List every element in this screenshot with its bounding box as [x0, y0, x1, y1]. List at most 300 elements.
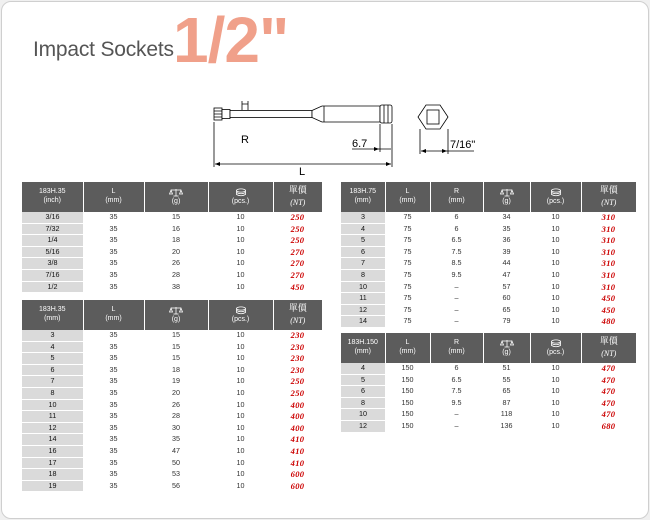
table-row — [341, 363, 636, 374]
value-cell: 35 — [83, 469, 144, 481]
value-cell: 75 — [385, 246, 430, 258]
value-cell: 6 — [430, 363, 483, 374]
size-cell: 10 — [22, 399, 83, 411]
value-cell: – — [430, 316, 483, 328]
size-cell: 14 — [22, 434, 83, 446]
value-cell: 35 — [83, 364, 144, 376]
value-cell: 75 — [385, 304, 430, 316]
price-cell: 250 — [273, 387, 322, 399]
table-row — [341, 316, 636, 328]
value-cell: 10 — [208, 364, 273, 376]
size-cell: 1/2 — [22, 281, 83, 293]
value-cell: 35 — [83, 281, 144, 293]
value-cell: 79 — [483, 316, 530, 328]
value-cell: 35 — [83, 434, 144, 446]
table-row — [22, 341, 322, 353]
value-cell: 60 — [483, 293, 530, 305]
column-header — [83, 182, 144, 212]
table-row — [341, 223, 636, 235]
column-header-label: (mm) — [354, 197, 371, 204]
value-cell: 16 — [144, 223, 208, 235]
box-stack-icon — [550, 339, 562, 348]
value-cell: 38 — [144, 281, 208, 293]
price-cell: 470 — [581, 374, 636, 386]
size-cell: 5 — [341, 374, 385, 386]
column-header-label: (mm) — [448, 197, 465, 204]
column-header — [273, 300, 322, 330]
value-cell: 10 — [530, 246, 581, 258]
price-cell: 310 — [581, 258, 636, 270]
table-row — [22, 364, 322, 376]
value-cell: 6.5 — [430, 235, 483, 247]
value-cell: 75 — [385, 235, 430, 247]
spec-table-183h150-mm — [341, 333, 636, 433]
column-header — [385, 333, 430, 363]
size-cell: 3/8 — [22, 258, 83, 270]
box-stack-icon — [235, 306, 247, 315]
value-cell: 35 — [83, 376, 144, 388]
column-header-label: (g) — [171, 315, 181, 323]
column-header-label: (g) — [171, 197, 181, 205]
value-cell: 18 — [144, 364, 208, 376]
table-row — [22, 387, 322, 399]
value-cell: 19 — [144, 376, 208, 388]
price-cell: 470 — [581, 386, 636, 398]
value-cell: 136 — [483, 420, 530, 432]
value-cell: 15 — [144, 330, 208, 341]
value-cell: 18 — [144, 235, 208, 247]
price-cell: 480 — [581, 316, 636, 328]
size-cell: 1/4 — [22, 235, 83, 247]
price-cell: 410 — [273, 434, 322, 446]
size-cell: 7 — [22, 376, 83, 388]
value-cell: 75 — [385, 258, 430, 270]
value-cell: 75 — [385, 223, 430, 235]
column-header-label: L — [405, 188, 410, 196]
value-cell: 10 — [208, 434, 273, 446]
column-header-label: (g) — [502, 197, 511, 205]
value-cell: 10 — [208, 246, 273, 258]
value-cell: 10 — [208, 387, 273, 399]
value-cell: – — [430, 409, 483, 421]
value-cell: 87 — [483, 397, 530, 409]
column-header-label: (pcs.) — [546, 197, 565, 205]
value-cell: – — [430, 420, 483, 432]
column-header-label: 單價 — [599, 337, 618, 348]
price-cell: 450 — [581, 304, 636, 316]
price-cell: 410 — [273, 445, 322, 457]
size-cell: 6 — [341, 246, 385, 258]
column-header — [208, 182, 273, 212]
price-cell: 270 — [273, 246, 322, 258]
value-cell: 15 — [144, 341, 208, 353]
size-cell: 16 — [22, 445, 83, 457]
price-cell: 250 — [273, 212, 322, 223]
value-cell: 75 — [385, 269, 430, 281]
price-cell: 230 — [273, 330, 322, 341]
table-row — [341, 293, 636, 305]
value-cell: 10 — [208, 341, 273, 353]
value-cell: 7.5 — [430, 246, 483, 258]
column-header-label: (pcs.) — [231, 197, 250, 205]
column-header-label: (NT) — [601, 348, 617, 358]
size-cell: 5 — [22, 353, 83, 365]
value-cell: 150 — [385, 409, 430, 421]
column-header — [22, 300, 83, 330]
size-cell: 3 — [22, 330, 83, 341]
table-row — [341, 269, 636, 281]
value-cell: 9.5 — [430, 397, 483, 409]
column-header-label: 單價 — [288, 186, 307, 197]
size-cell: 18 — [22, 469, 83, 481]
value-cell: 35 — [83, 445, 144, 457]
value-cell: 150 — [385, 363, 430, 374]
size-cell: 8 — [341, 397, 385, 409]
table-row — [22, 422, 322, 434]
value-cell: 35 — [83, 353, 144, 365]
value-cell: 10 — [530, 363, 581, 374]
price-cell: 400 — [273, 411, 322, 423]
size-cell: 10 — [341, 281, 385, 293]
value-cell: 150 — [385, 397, 430, 409]
column-header-label: (mm) — [354, 348, 371, 355]
value-cell: 10 — [208, 353, 273, 365]
price-cell: 230 — [273, 364, 322, 376]
size-cell: 7/32 — [22, 223, 83, 235]
value-cell: 10 — [530, 386, 581, 398]
size-cell: 7 — [341, 258, 385, 270]
column-header-label: 183H.75 — [349, 188, 376, 196]
table-row — [341, 212, 636, 223]
value-cell: 47 — [483, 269, 530, 281]
scale-icon — [500, 188, 514, 197]
size-cell: 6 — [341, 386, 385, 398]
value-cell: 26 — [144, 399, 208, 411]
column-header — [530, 333, 581, 363]
value-cell: 10 — [530, 258, 581, 270]
value-cell: 35 — [83, 212, 144, 223]
value-cell: 10 — [530, 374, 581, 386]
value-cell: 30 — [144, 422, 208, 434]
value-cell: 9.5 — [430, 269, 483, 281]
value-cell: 20 — [144, 246, 208, 258]
value-cell: 10 — [208, 457, 273, 469]
value-cell: 50 — [144, 457, 208, 469]
price-cell: 470 — [581, 363, 636, 374]
value-cell: 10 — [208, 399, 273, 411]
table-row — [22, 457, 322, 469]
size-cell: 12 — [341, 420, 385, 432]
column-header-label: R — [453, 339, 460, 347]
value-cell: 6.5 — [430, 374, 483, 386]
value-cell: 51 — [483, 363, 530, 374]
column-header — [483, 333, 530, 363]
column-header — [208, 300, 273, 330]
price-cell: 250 — [273, 376, 322, 388]
column-header-label: (mm) — [399, 348, 416, 355]
table-row — [341, 397, 636, 409]
value-cell: 35 — [83, 480, 144, 492]
value-cell: 10 — [530, 409, 581, 421]
column-header-label: R — [453, 188, 460, 196]
size-cell: 4 — [341, 223, 385, 235]
column-header-label: (mm) — [44, 315, 61, 322]
table-row — [22, 330, 322, 341]
table-row — [22, 469, 322, 481]
size-cell: 3/16 — [22, 212, 83, 223]
value-cell: 35 — [83, 399, 144, 411]
value-cell: 65 — [483, 304, 530, 316]
value-cell: 10 — [530, 316, 581, 328]
value-cell: 10 — [530, 235, 581, 247]
table-row — [22, 353, 322, 365]
scale-icon — [169, 306, 183, 315]
size-cell: 11 — [341, 293, 385, 305]
column-header-label: L — [405, 339, 410, 347]
price-cell: 410 — [273, 457, 322, 469]
column-header — [273, 182, 322, 212]
value-cell: – — [430, 304, 483, 316]
price-cell: 310 — [581, 235, 636, 247]
value-cell: 10 — [530, 420, 581, 432]
column-header-label: (mm) — [448, 348, 465, 355]
price-cell: 230 — [273, 353, 322, 365]
value-cell: 28 — [144, 411, 208, 423]
size-cell: 12 — [22, 422, 83, 434]
value-cell: 10 — [530, 269, 581, 281]
column-header-label: (pcs.) — [546, 348, 565, 356]
column-header — [483, 182, 530, 212]
value-cell: 150 — [385, 420, 430, 432]
value-cell: 75 — [385, 293, 430, 305]
price-cell: 600 — [273, 469, 322, 481]
size-cell: 17 — [22, 457, 83, 469]
value-cell: 55 — [483, 374, 530, 386]
value-cell: 10 — [208, 330, 273, 341]
value-cell: 10 — [208, 281, 273, 293]
value-cell: 10 — [208, 422, 273, 434]
value-cell: 53 — [144, 469, 208, 481]
column-header-label: (pcs.) — [231, 315, 250, 323]
table-row — [22, 258, 322, 270]
table-row — [22, 246, 322, 258]
value-cell: 10 — [530, 212, 581, 223]
diagram-label-r: R — [241, 134, 249, 146]
value-cell: 35 — [83, 246, 144, 258]
table-row — [341, 235, 636, 247]
value-cell: 35 — [83, 235, 144, 247]
size-cell: 6 — [22, 364, 83, 376]
column-header-label: (NT) — [290, 197, 306, 207]
table-header-row — [341, 333, 636, 363]
column-header — [83, 300, 144, 330]
scale-icon — [169, 188, 183, 197]
table-row — [341, 246, 636, 258]
value-cell: 150 — [385, 386, 430, 398]
value-cell: 10 — [208, 269, 273, 281]
value-cell: 35 — [83, 422, 144, 434]
price-cell: 470 — [581, 409, 636, 421]
value-cell: 26 — [144, 258, 208, 270]
column-header — [581, 333, 636, 363]
value-cell: 10 — [208, 480, 273, 492]
value-cell: 10 — [208, 445, 273, 457]
value-cell: 35 — [83, 330, 144, 341]
price-cell: 270 — [273, 269, 322, 281]
column-header — [530, 182, 581, 212]
column-header-label: L — [111, 306, 116, 314]
value-cell: 35 — [83, 457, 144, 469]
value-cell: 10 — [208, 376, 273, 388]
column-header-label: (NT) — [290, 315, 306, 325]
size-cell: 8 — [341, 269, 385, 281]
value-cell: 65 — [483, 386, 530, 398]
column-header — [144, 182, 208, 212]
table-row — [22, 399, 322, 411]
table-row — [22, 411, 322, 423]
price-cell: 400 — [273, 422, 322, 434]
value-cell: 10 — [530, 281, 581, 293]
table-row — [341, 281, 636, 293]
value-cell: 35 — [83, 269, 144, 281]
price-cell: 250 — [273, 235, 322, 247]
value-cell: 10 — [208, 411, 273, 423]
table-row — [22, 223, 322, 235]
value-cell: – — [430, 293, 483, 305]
table-row — [22, 235, 322, 247]
value-cell: 35 — [483, 223, 530, 235]
value-cell: 10 — [530, 293, 581, 305]
price-cell: 680 — [581, 420, 636, 432]
column-header-label: (mm) — [399, 197, 416, 204]
value-cell: 39 — [483, 246, 530, 258]
table-row — [22, 281, 322, 293]
value-cell: 35 — [144, 434, 208, 446]
size-cell: 19 — [22, 480, 83, 492]
value-cell: 10 — [208, 223, 273, 235]
table-header-row — [22, 182, 322, 212]
column-header-label: 183H.35 — [39, 188, 66, 196]
size-cell: 7/16 — [22, 269, 83, 281]
size-cell: 12 — [341, 304, 385, 316]
column-header-label: (NT) — [601, 197, 617, 207]
spec-table-183h75-mm — [341, 182, 636, 328]
value-cell: 75 — [385, 316, 430, 328]
diagram-label-6-7: 6.7 — [352, 138, 368, 150]
size-cell: 8 — [22, 387, 83, 399]
table-row — [22, 376, 322, 388]
table-row — [341, 420, 636, 432]
value-cell: 28 — [144, 269, 208, 281]
size-cell: 5/16 — [22, 246, 83, 258]
value-cell: 6 — [430, 223, 483, 235]
page-subtitle: Impact Sockets — [33, 38, 174, 61]
size-cell: 5 — [341, 235, 385, 247]
diagram-label-hex: 7/16" — [450, 139, 476, 151]
value-cell: – — [430, 281, 483, 293]
table-row — [341, 258, 636, 270]
size-cell: 11 — [22, 411, 83, 423]
value-cell: 44 — [483, 258, 530, 270]
value-cell: 35 — [83, 223, 144, 235]
value-cell: 6 — [430, 212, 483, 223]
size-cell: 4 — [22, 341, 83, 353]
catalog-page — [1, 1, 649, 519]
value-cell: 57 — [483, 281, 530, 293]
price-cell: 310 — [581, 223, 636, 235]
column-header-label: 183H.150 — [347, 339, 378, 347]
socket-diagram — [202, 96, 492, 176]
size-cell: 3 — [341, 212, 385, 223]
price-cell: 450 — [581, 293, 636, 305]
box-stack-icon — [235, 188, 247, 197]
value-cell: 20 — [144, 387, 208, 399]
value-cell: 15 — [144, 212, 208, 223]
column-header-label: (inch) — [43, 197, 61, 204]
price-cell: 270 — [273, 258, 322, 270]
value-cell: 35 — [83, 411, 144, 423]
column-header-label: (mm) — [105, 197, 122, 204]
column-header — [430, 333, 483, 363]
value-cell: 118 — [483, 409, 530, 421]
price-cell: 310 — [581, 246, 636, 258]
table-row — [22, 212, 322, 223]
value-cell: 10 — [530, 397, 581, 409]
price-cell: 600 — [273, 480, 322, 492]
value-cell: 35 — [83, 387, 144, 399]
column-header — [341, 182, 385, 212]
value-cell: 10 — [208, 235, 273, 247]
value-cell: 56 — [144, 480, 208, 492]
column-header — [581, 182, 636, 212]
table-header-row — [22, 300, 322, 330]
column-header — [22, 182, 83, 212]
value-cell: 10 — [208, 469, 273, 481]
spec-table-183h35-mm — [22, 300, 322, 492]
price-cell: 250 — [273, 223, 322, 235]
price-cell: 310 — [581, 281, 636, 293]
price-cell: 470 — [581, 397, 636, 409]
table-row — [22, 445, 322, 457]
column-header-label: (mm) — [105, 315, 122, 322]
table-row — [341, 374, 636, 386]
table-row — [22, 480, 322, 492]
price-cell: 400 — [273, 399, 322, 411]
value-cell: 47 — [144, 445, 208, 457]
table-header-row — [341, 182, 636, 212]
column-header — [385, 182, 430, 212]
value-cell: 10 — [530, 304, 581, 316]
table-row — [22, 269, 322, 281]
column-header — [144, 300, 208, 330]
value-cell: 75 — [385, 212, 430, 223]
value-cell: 34 — [483, 212, 530, 223]
price-cell: 310 — [581, 212, 636, 223]
column-header-label: L — [111, 188, 116, 196]
value-cell: 10 — [208, 212, 273, 223]
table-row — [341, 386, 636, 398]
column-header — [341, 333, 385, 363]
value-cell: 10 — [208, 258, 273, 270]
value-cell: 35 — [83, 341, 144, 353]
table-row — [341, 409, 636, 421]
column-header — [430, 182, 483, 212]
value-cell: 10 — [530, 223, 581, 235]
page-title: 1/2" — [173, 4, 289, 76]
column-header-label: (g) — [502, 348, 511, 356]
price-cell: 310 — [581, 269, 636, 281]
scale-icon — [500, 339, 514, 348]
